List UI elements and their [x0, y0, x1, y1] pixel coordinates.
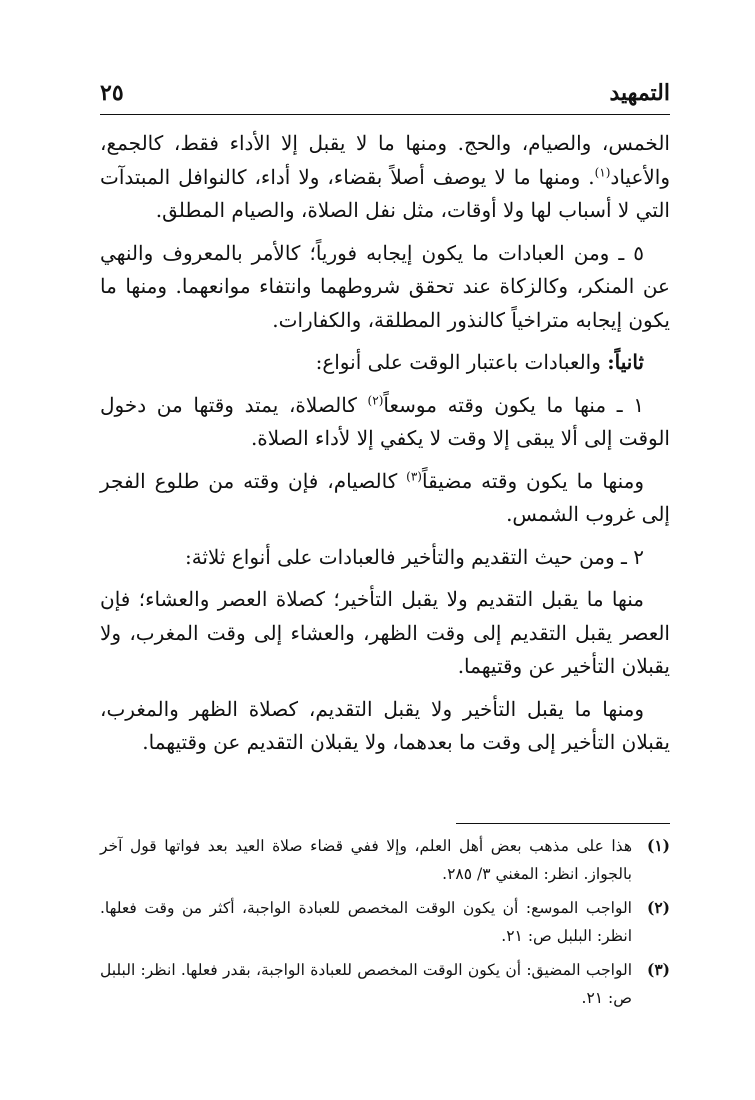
section-heading-second [100, 346, 670, 380]
paragraph-4 [100, 389, 670, 456]
paragraph-5-text-a: ومنها ما يكون وقته مضيقاً [421, 468, 644, 493]
paragraph-4-text-a: ١ ـ منها ما يكون وقته موسعاً [383, 392, 644, 417]
paragraph-7: منها ما يقبل التقديم ولا يقبل التأخير؛ كصلاة العصر والعشاء؛ فإن العصر يقبل التقديم إلى وقت الظهر، والعشاء إلى وقت المغرب، ولا يقبلان التأخير عن وقتيهما. [100, 587, 670, 678]
footnote-3 [100, 956, 670, 1012]
footnote-ref-3: (٣) [406, 468, 422, 483]
footnote-number: (٣) [646, 960, 670, 979]
paragraph-1-text-a: الخمس، والصيام، والحج. ومنها ما لا يقبل إلا الأداء فقط، كالجمع، والأعياد [100, 131, 670, 189]
footnote-2 [100, 894, 670, 950]
paragraph-1-text-b: . ومنها ما لا يوصف أصلاً بقضاء، ولا أداء، كالنوافل المبتدآت التي لا أسباب لها ولا أوقات، مثل نفل الصلاة، والصيام المطلق. [100, 164, 670, 222]
paragraph-6: ٢ ـ ومن حيث التقديم والتأخير فالعبادات على أنواع ثلاثة: [184, 544, 644, 569]
footnote-number: (٢) [646, 898, 670, 917]
paragraph-1 [100, 127, 670, 228]
footnote-ref-1: (١) [594, 164, 611, 179]
footnote-text: هذا على مذهب بعض أهل العلم، وإلا ففي قضاء صلاة العيد بعد فواتها قول آخر بالجواز. انظر: المغني ٣/ ٢٨٥. [100, 837, 632, 883]
footnote-ref-2: (٢) [367, 392, 384, 407]
header-rule [100, 114, 670, 115]
footnote-text: الواجب المضيق: أن يكون الوقت المخصص للعبادة الواجبة، بقدر فعلها. انظر: البلبل ص: ٢١. [100, 961, 632, 1007]
paragraph-8: ومنها ما يقبل التأخير ولا يقبل التقديم، كصلاة الظهر والمغرب، يقبلان التأخير إلى وقت ما بعدهما، ولا يقبلان التقديم عن وقتيهما. [100, 696, 670, 754]
footnote-text: الواجب الموسع: أن يكون الوقت المخصص للعبادة الواجبة، أكثر من وقت فعلها. انظر: البلبل ص: ٢١. [100, 899, 632, 945]
chapter-title: التمهيد [609, 80, 670, 106]
main-text [100, 127, 670, 769]
paragraph-2: ٥ ـ ومن العبادات ما يكون إيجابه فورياً؛ كالأمر بالمعروف والنهي عن المنكر، وكالزكاة عند تحقق شروطهما وانتفاء موانعهما. ومنها ما يكون إيجابه متراخياً كالنذور المطلقة، والكفارات. [100, 240, 670, 332]
footnote-1 [100, 832, 670, 888]
page-number: ٢٥ [100, 80, 124, 106]
running-header [100, 76, 670, 112]
paragraph-5 [100, 465, 670, 532]
footnote-separator [456, 823, 670, 824]
footnote-number: (١) [646, 836, 670, 855]
paragraph-5-text-b: كالصيام، فإن وقته من طلوع الفجر إلى غروب الشمس. [100, 468, 670, 526]
footnotes [100, 832, 670, 1018]
paragraph-4-text-b: كالصلاة، يمتد وقتها من دخول الوقت إلى ألا يبقى إلا وقت لا يكفي إلا لأداء الصلاة. [100, 392, 670, 450]
section-label: ثانياً: [607, 350, 644, 374]
section-heading-text: والعبادات باعتبار الوقت على أنواع: [315, 350, 608, 374]
